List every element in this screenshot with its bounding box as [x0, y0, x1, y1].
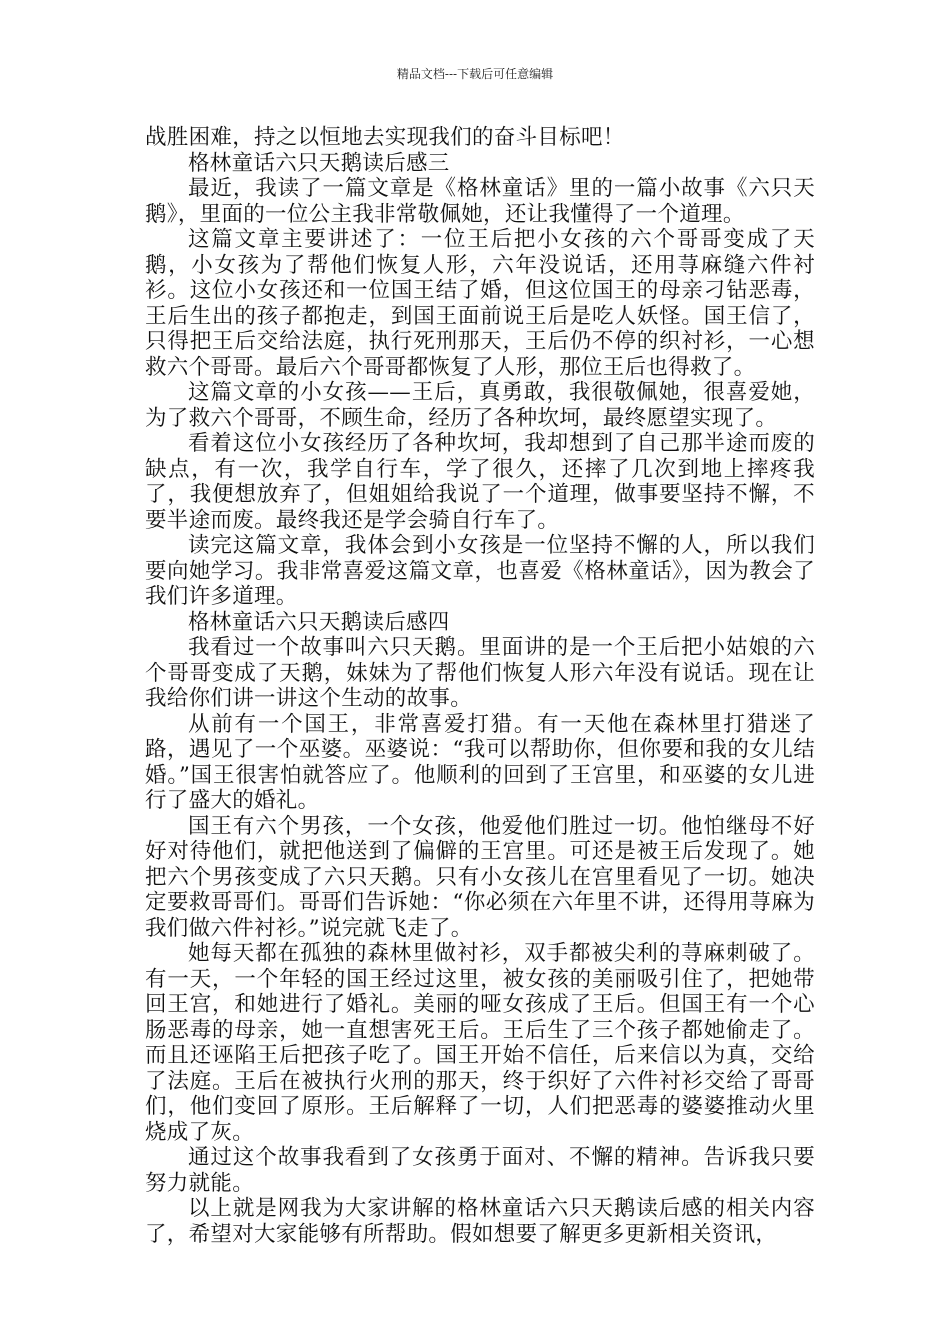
page-header: 精品文档---下载后可任意编辑 — [396, 67, 554, 81]
paragraph: 以上就是网我为大家讲解的格林童话六只天鹅读后感的相关内容了，希望对大家能够有所帮助。假如想要了解更多更新相关资讯， — [145, 1196, 815, 1247]
paragraph: 这篇文章的小女孩——王后，真勇敢，我很敬佩她，很喜爱她，为了救六个哥哥，不顾生命，经历了各种坎坷，最终愿望实现了。 — [145, 380, 815, 431]
paragraph: 我看过一个故事叫六只天鹅。里面讲的是一个王后把小姑娘的六个哥哥变成了天鹅，妹妹为了帮他们恢复人形六年没有说话。现在让我给你们讲一讲这个生动的故事。 — [145, 635, 815, 711]
document-body — [145, 125, 815, 1247]
section-heading: 格林童话六只天鹅读后感四 — [188, 609, 450, 635]
paragraph: 国王有六个男孩，一个女孩，他爱他们胜过一切。他怕继母不好好对待他们，就把他送到了偏僻的王宫里。可还是被王后发现了。她把六个男孩变成了六只天鹅。只有小女孩儿在宫里看见了一切。她决定要救哥哥们。哥哥们告诉她：“你必须在六年里不讲，还得用荨麻为我们做六件衬衫。”说完就飞走了。 — [145, 813, 815, 941]
paragraph: 从前有一个国王，非常喜爱打猎。有一天他在森林里打猎迷了路，遇见了一个巫婆。巫婆说：“我可以帮助你，但你要和我的女儿结婚。”国王很害怕就答应了。他顺利的回到了王宫里，和巫婆的女儿进行了盛大的婚礼。 — [145, 711, 815, 813]
paragraph: 战胜困难，持之以恒地去实现我们的奋斗目标吧！ — [145, 125, 625, 150]
paragraph: 这篇文章主要讲述了：一位王后把小女孩的六个哥哥变成了天鹅，小女孩为了帮他们恢复人形，六年没说话，还用荨麻缝六件衬衫。这位小女孩还和一位国王结了婚，但这位国王的母亲刁钻恶毒，王后生出的孩子都抱走，到国王面前说王后是吃人妖怪。国王信了，只得把王后交给法庭，执行死刑那天，王后仍不停的织衬衫，一心想救六个哥哥。最后六个哥哥都恢复了人形，那位王后也得救了。 — [145, 227, 815, 380]
paragraph: 通过这个故事我看到了女孩勇于面对、不懈的精神。告诉我只要努力就能。 — [145, 1145, 815, 1196]
paragraph: 她每天都在孤独的森林里做衬衫，双手都被尖利的荨麻刺破了。有一天，一个年轻的国王经过这里，被女孩的美丽吸引住了，把她带回王宫，和她进行了婚礼。美丽的哑女孩成了王后。但国王有一个心肠恶毒的母亲，她一直想害死王后。王后生了三个孩子都她偷走了。而且还诬陷王后把孩子吃了。国王开始不信任，后来信以为真，交给了法庭。王后在被执行火刑的那天，终于织好了六件衬衫交给了哥哥们，他们变回了原形。王后解释了一切，人们把恶毒的婆婆推动火里烧成了灰。 — [145, 941, 815, 1145]
section-heading: 格林童话六只天鹅读后感三 — [188, 150, 450, 176]
paragraph: 看着这位小女孩经历了各种坎坷，我却想到了自己那半途而废的缺点，有一次，我学自行车，学了很久，还摔了几次到地上摔疼我了，我便想放弃了，但姐姐给我说了一个道理，做事要坚持不懈，不要半途而废。最终我还是学会骑自行车了。 — [145, 431, 815, 533]
paragraph: 最近，我读了一篇文章是《格林童话》里的一篇小故事《六只天鹅》，里面的一位公主我非常敬佩她，还让我懂得了一个道理。 — [145, 176, 815, 227]
paragraph: 读完这篇文章，我体会到小女孩是一位坚持不懈的人，所以我们要向她学习。我非常喜爱这篇文章，也喜爱《格林童话》，因为教会了我们许多道理。 — [145, 533, 815, 609]
